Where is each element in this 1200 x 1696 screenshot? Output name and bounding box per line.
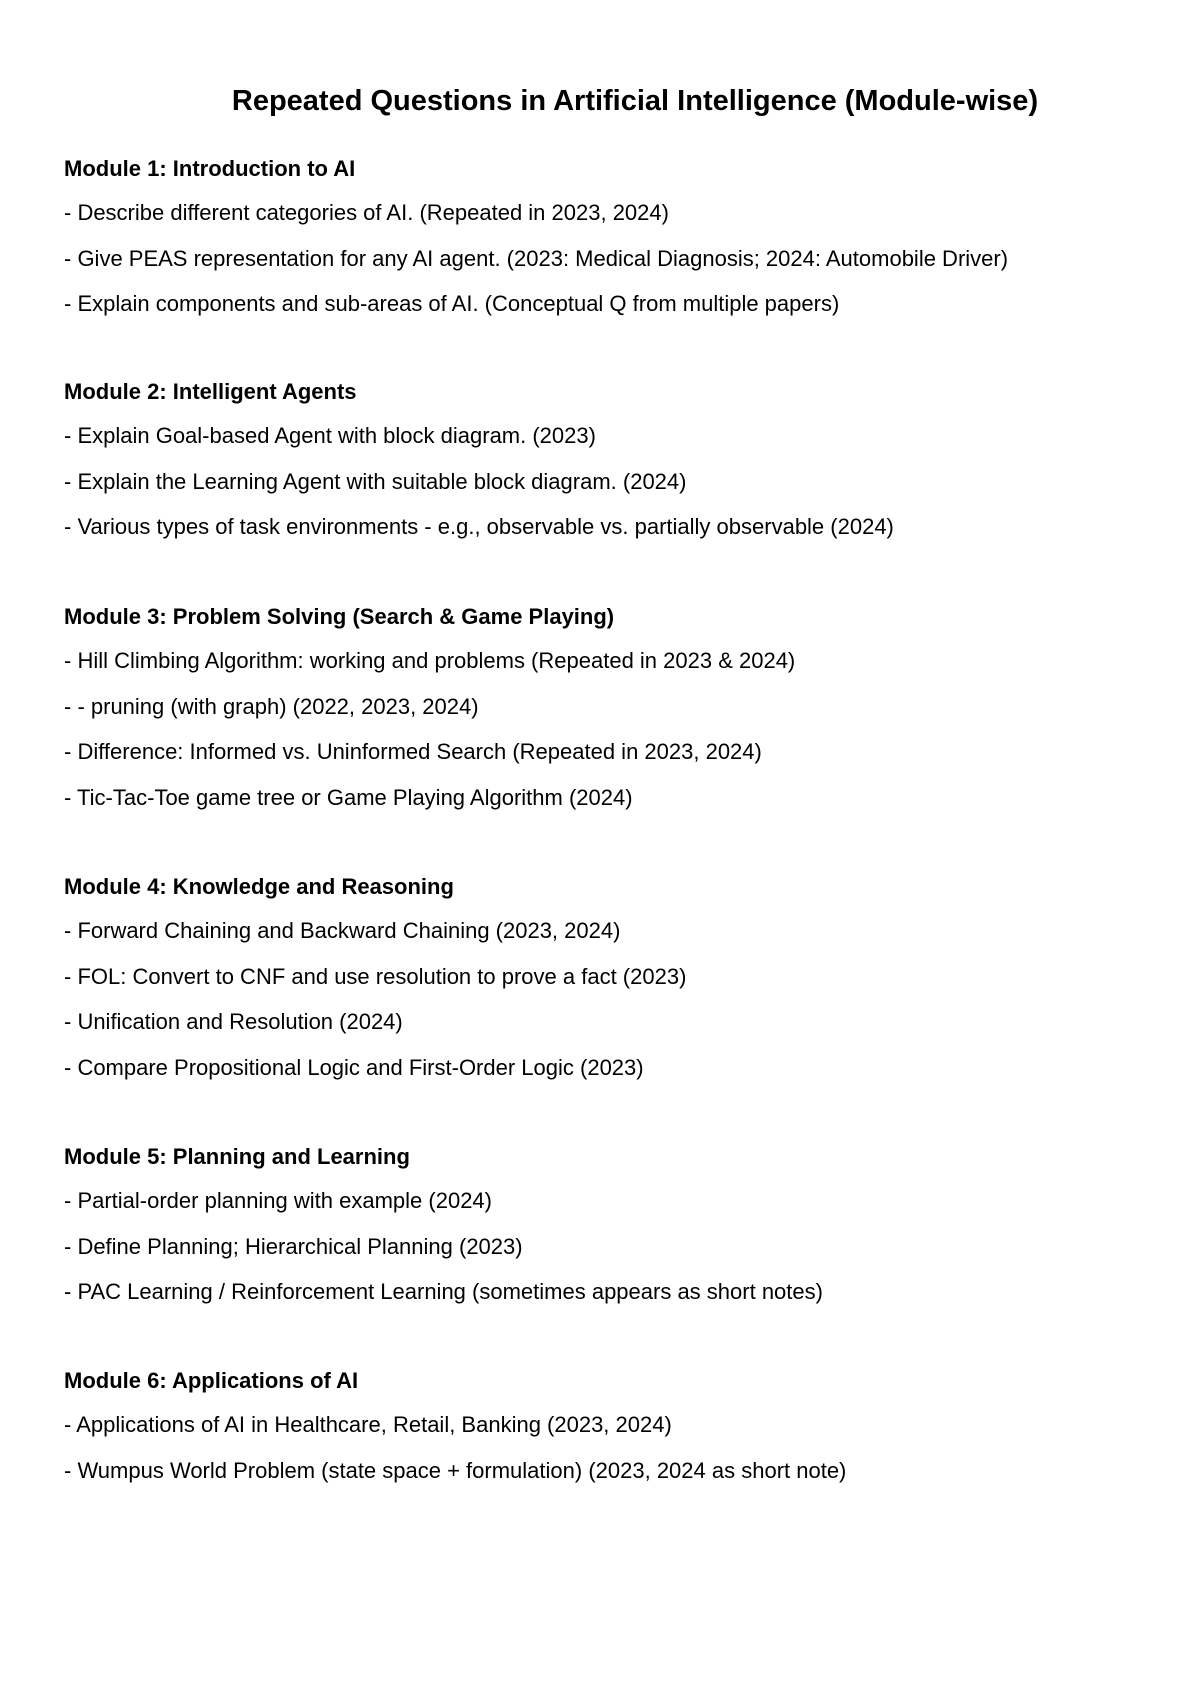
module-2-section <box>64 378 1174 559</box>
list-item: - Explain Goal-based Agent with block diagram. (2023) <box>64 423 596 448</box>
list-item: - Difference: Informed vs. Uninformed Search (Repeated in 2023, 2024) <box>64 739 762 764</box>
list-item: - Give PEAS representation for any AI agent. (2023: Medical Diagnosis; 2024: Automobile Driver) <box>64 245 1009 271</box>
list-item: - Partial-order planning with example (2024) <box>64 1188 492 1213</box>
module-3-list <box>64 647 1174 812</box>
module-1-list <box>64 199 1174 318</box>
list-item: - Applications of AI in Healthcare, Retail, Banking (2023, 2024) <box>64 1412 672 1437</box>
list-item: - Describe different categories of AI. (Repeated in 2023, 2024) <box>64 200 669 225</box>
list-item: - Define Planning; Hierarchical Planning (2023) <box>64 1233 523 1259</box>
list-item: - Explain the Learning Agent with suitable block diagram. (2024) <box>64 468 687 494</box>
module-4-list <box>64 917 1174 1082</box>
list-item: - PAC Learning / Reinforcement Learning (sometimes appears as short notes) <box>64 1279 823 1304</box>
document-title: Repeated Questions in Artificial Intelligence (Module-wise) <box>231 85 1039 118</box>
list-item: - - pruning (with graph) (2022, 2023, 2024) <box>64 693 479 719</box>
module-4-section <box>64 873 1174 1099</box>
list-item: - Wumpus World Problem (state space + formulation) (2023, 2024 as short note) <box>64 1457 847 1483</box>
list-item: - Explain components and sub-areas of AI. (Conceptual Q from multiple papers) <box>64 291 840 316</box>
module-1-heading: Module 1: Introduction to AI <box>64 156 356 181</box>
module-1-section <box>64 155 1174 336</box>
list-item: - Various types of task environments - e.g., observable vs. partially observable (2024) <box>64 514 894 539</box>
list-item: - Unification and Resolution (2024) <box>64 1009 403 1034</box>
module-3-heading: Module 3: Problem Solving (Search & Game Playing) <box>64 604 615 629</box>
module-4-heading: Module 4: Knowledge and Reasoning <box>64 874 454 899</box>
module-6-list <box>64 1411 1174 1485</box>
list-item: - Hill Climbing Algorithm: working and problems (Repeated in 2023 & 2024) <box>64 648 796 673</box>
module-2-list <box>64 422 1174 541</box>
list-item: - Forward Chaining and Backward Chaining (2023, 2024) <box>64 918 621 943</box>
module-5-heading: Module 5: Planning and Learning <box>64 1144 410 1169</box>
list-item: - FOL: Convert to CNF and use resolution to prove a fact (2023) <box>64 963 687 989</box>
module-6-section <box>64 1367 1174 1502</box>
module-2-heading: Module 2: Intelligent Agents <box>64 379 357 404</box>
list-item: - Tic-Tac-Toe game tree or Game Playing Algorithm (2024) <box>64 784 633 810</box>
module-5-section <box>64 1143 1174 1324</box>
module-6-heading: Module 6: Applications of AI <box>64 1368 359 1393</box>
list-item: - Compare Propositional Logic and First-Order Logic (2023) <box>64 1054 644 1080</box>
module-3-section <box>64 603 1174 829</box>
module-5-list <box>64 1187 1174 1306</box>
